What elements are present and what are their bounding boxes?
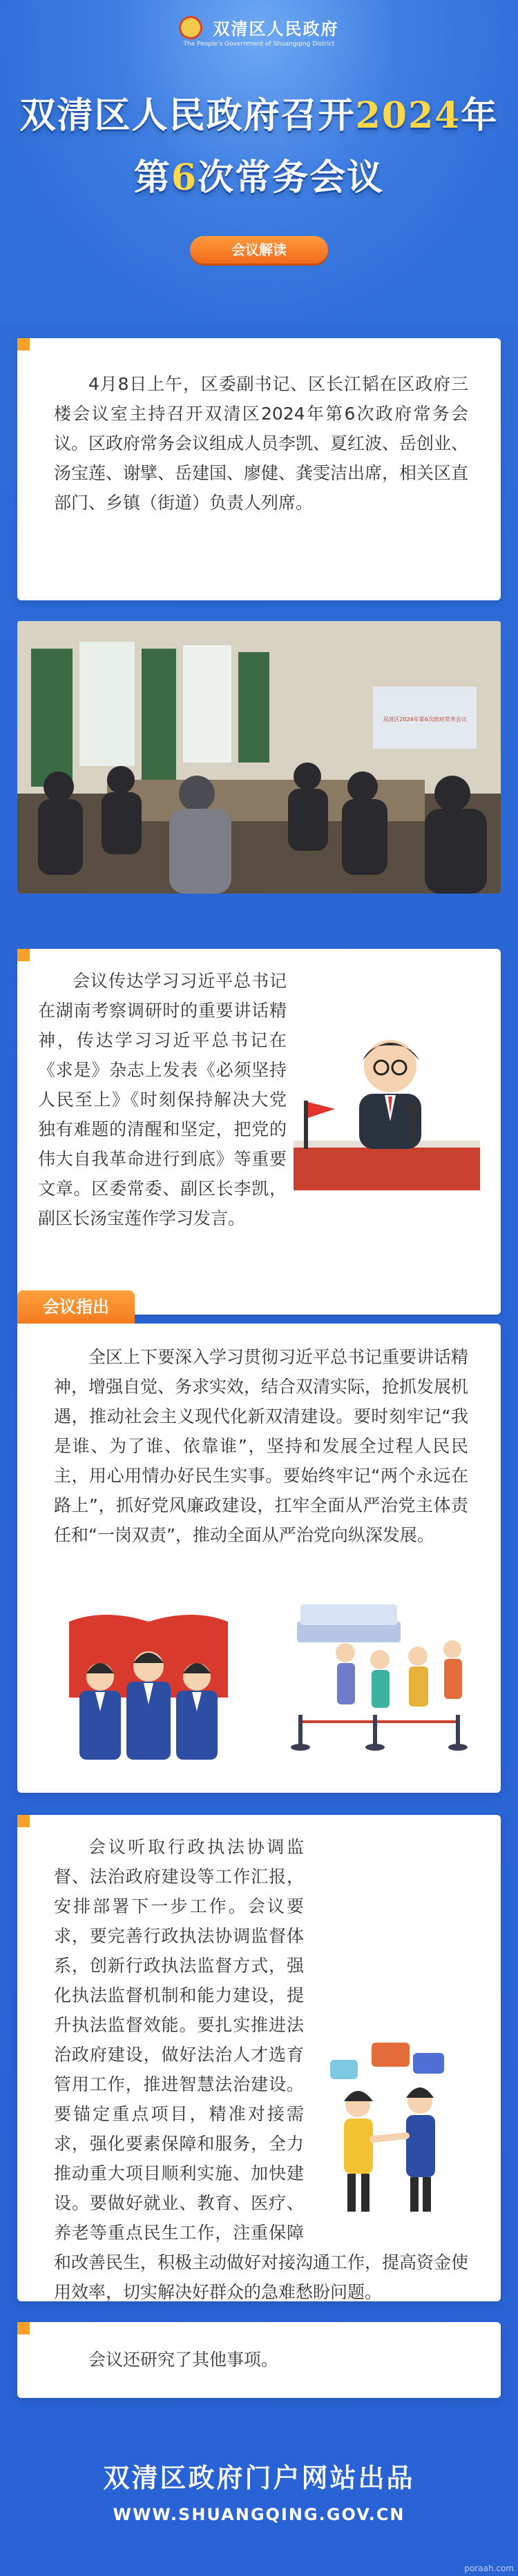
section-tab-meeting-points: 会议指出 [17,1290,135,1324]
section-tag: 会议解读 [190,236,328,264]
title-line1-prefix: 双清区人民政府召开 [19,95,356,137]
meeting-photo-illustration [17,621,501,894]
org-logo [0,15,518,48]
org-name-en: The People's Government of Shuangqing District [183,41,335,48]
study-text: 会议传达学习习近平总书记在湖南考察调研时的重要讲话精神，传达学习习近平总书记在《求是》杂志上发表《必须坚持人民至上》《时刻保持解决大党独有难题的清醒和坚定，把党的伟大自我革命进行到底》等重要文章。区委常委、副区长李凯，副区长汤宝莲作学习发言。 [38,971,287,1228]
title-line2-prefix: 第 [133,157,171,199]
study-paragraph [38,966,480,1233]
title-year: 2024 [355,95,461,137]
handshake-illustration [309,2039,468,2219]
national-emblem-icon [179,16,202,39]
other-matters-text: 会议还研究了其他事项。 [88,2350,279,2370]
title-meeting-number: 6 [171,157,198,199]
page-title-line2 [0,148,518,200]
requirements-paragraph [54,1832,468,2307]
footer-title: 双清区政府门户网站出品 [103,2463,415,2493]
queue-service-illustration [283,1601,477,1760]
title-line1-suffix: 年 [461,95,499,137]
meeting-photo [17,621,501,894]
requirements-text: 会议听取行政执法协调监督、法治政府建设等工作汇报，安排部署下一步工作。会议要求，要完善行政执法协调监督体系，创新行政执法监督方式，强化执法监督机制和能力建设，提升执法监督效能。要扎实推进法治政府建设，做好法治人才选育管用工作，推进智慧法治建设。要锚定重点项目，精准对接需求，强化要素保障和服务，全力推动重大项目顺利实施、加快建设。要做好就业、教育、医疗、养老等重点民生工作，注重保障和改善民生，积极主动做好对接沟通工作，提高资金使用效率，切实解决好群众的急难愁盼问题。 [54,1837,469,2302]
card-corner-mark [17,2322,30,2334]
officials-salute-illustration [62,1608,235,1760]
watermark: poraah.com [464,2564,514,2573]
card-corner-mark [17,1815,30,1827]
screen-text: 双清区2024年第6次政府常务会议 [383,716,467,722]
page-title-line1 [0,86,518,138]
speaker-illustration [294,1018,480,1190]
card-corner-mark [17,338,30,351]
org-name: 双清区人民政府 [213,19,339,39]
card-corner-mark [17,949,30,961]
footer-url[interactable]: WWW.SHUANGQING.GOV.CN [113,2505,405,2524]
title-line2-suffix: 次常务会议 [198,157,385,199]
intro-paragraph: 4月8日上午，区委副书记、区长江韬在区政府三楼会议室主持召开双清区2024年第6次政府常务会议。区政府常务会议组成人员李凯、夏红波、岳创业、汤宝莲、谢擘、岳建国、廖健、龚雯洁出席，相关区直部门、乡镇（街道）负责人列席。 [54,374,469,513]
points-paragraph: 全区上下要深入学习贯彻习近平总书记重要讲话精神，增强自觉、务求实效，结合双清实际，抢抓发展机遇，推动社会主义现代化新双清建设。要时刻牢记“我是谁、为了谁、依靠谁”，坚持和发展全过程人民民主，用心用情办好民生实事。要始终牢记“两个永远在路上”，抓好党风廉政建设，扛牢全面从严治党主体责任和“一岗双责”，推动全面从严治党向纵深发展。 [54,1347,469,1545]
